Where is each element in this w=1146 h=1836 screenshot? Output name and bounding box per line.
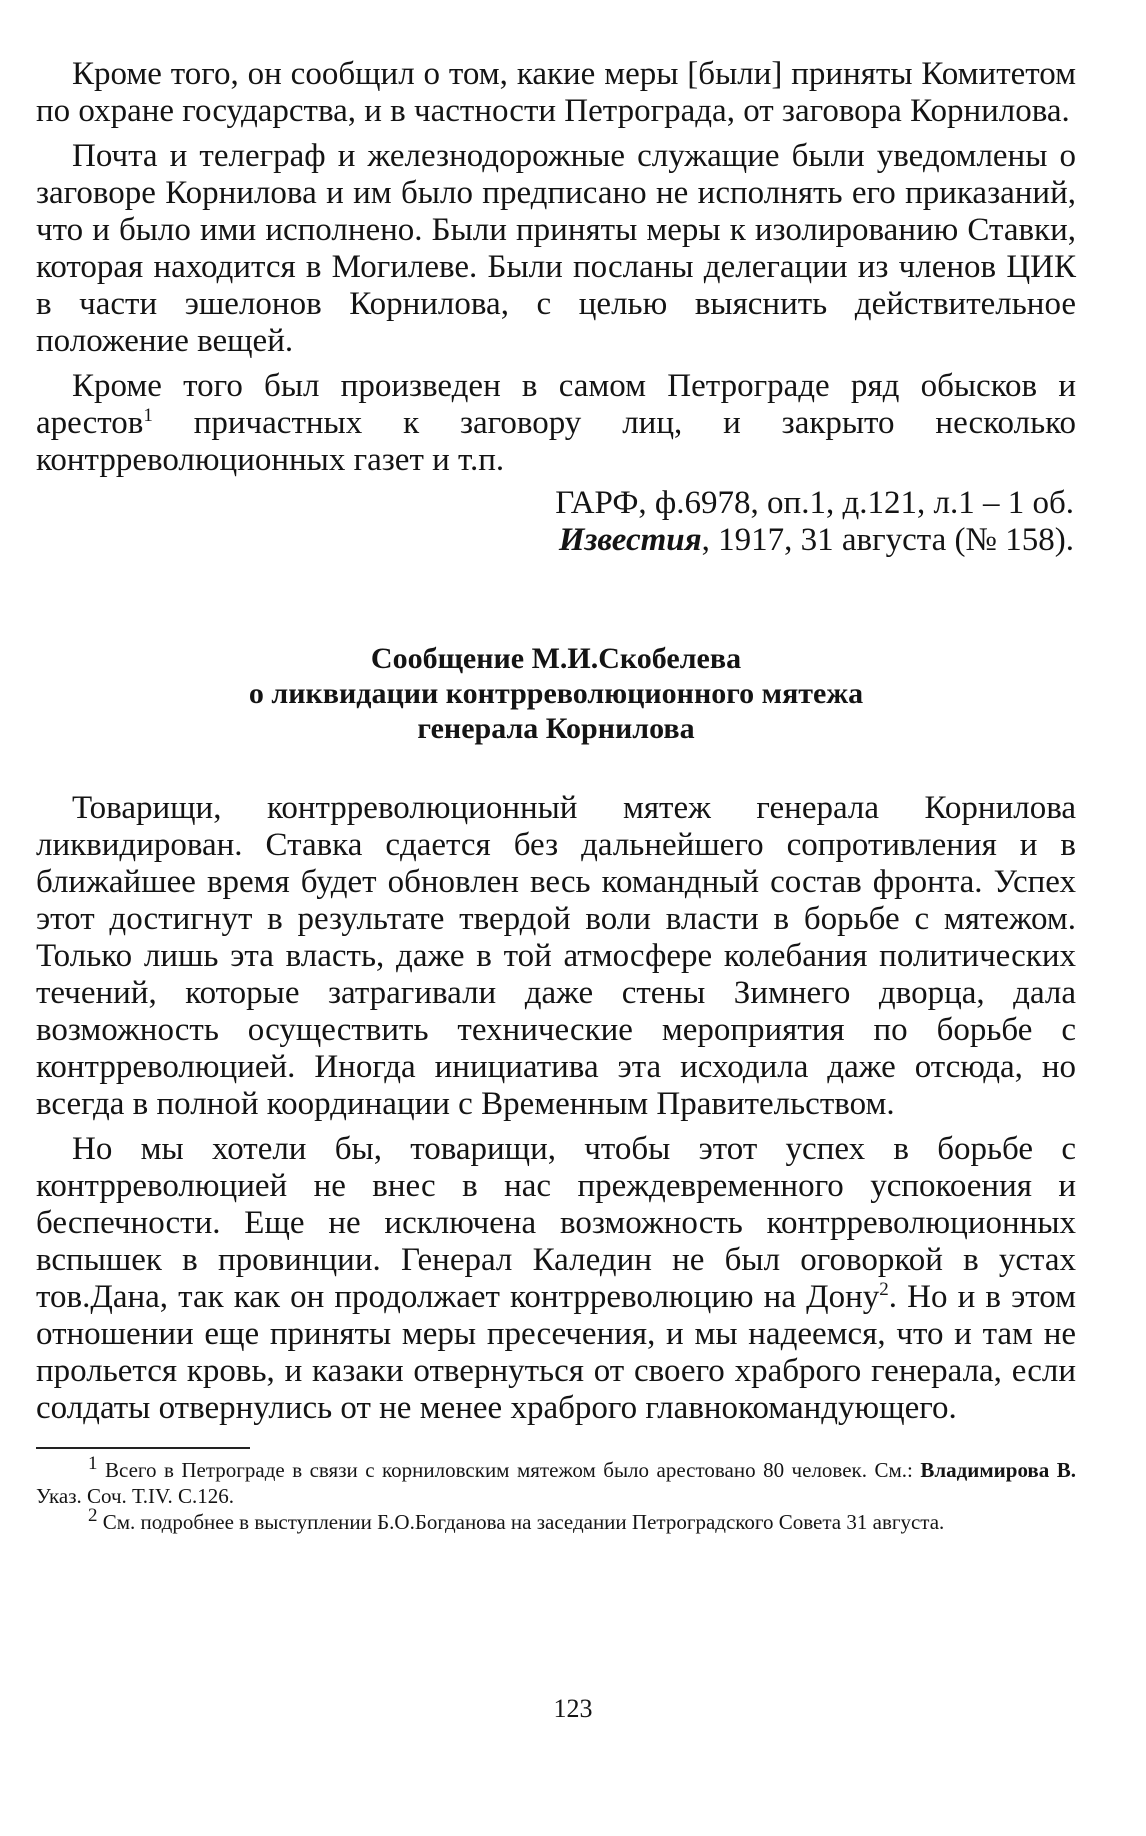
footnote-1-text-after: Указ. Соч. Т.IV. С.126. — [36, 1484, 234, 1508]
paragraph-committee-measures: Кроме того, он сообщил о том, какие меры [были] приняты Комитетом по охране государства, и в частности Петрограда, от заговора Корнилова. — [36, 56, 1076, 129]
page-number: 123 — [553, 1694, 593, 1723]
paragraph-arrests — [36, 368, 1076, 479]
document-title — [36, 641, 1076, 746]
footnote-ref-1: 1 — [143, 405, 153, 426]
document-page — [36, 56, 1076, 1535]
paragraph-telegraph-railway: Почта и телеграф и железнодорожные служащие были уведомлены о заговоре Корнилова и им было предписано не исполнять его приказаний, что и было ими исполнено. Были приняты меры к изолированию Ставки, которая находится в Могилеве. Были посланы делегации из членов ЦИК в части эшелонов Корнилова, с целью выяснить действительное положение вещей. — [36, 138, 1076, 359]
footnote-2 — [36, 1505, 1076, 1535]
publication-details: , 1917, 31 августа (№ 158). — [701, 522, 1074, 558]
footnote-2-mark: 2 — [88, 1505, 98, 1526]
footnote-ref-2: 2 — [879, 1279, 889, 1300]
document-title-line-1: Сообщение М.И.Скобелева — [370, 642, 742, 675]
document-title-line-3: генерала Корнилова — [417, 712, 695, 745]
paragraph-speech-warning-after: . Но и в этом отношении еще приняты меры пресечения, и мы надеемся, что и там не прольется кровь, и казаки отвернуться от своего храброго генерала, если солдаты отвернулись от не менее храброго главнокомандующего. — [36, 1279, 1076, 1426]
footnote-1 — [36, 1453, 1076, 1509]
source-citation — [36, 485, 1076, 559]
footnote-1-mark: 1 — [88, 1453, 98, 1474]
document-title-line-2: о ликвидации контрреволюционного мятежа — [248, 677, 864, 710]
footnote-1-text-before: Всего в Петрограде в связи с корниловским мятежом было арестовано 80 человек. См.: — [97, 1458, 921, 1482]
footnote-1-author: Владимирова В. — [920, 1458, 1076, 1482]
footnote-divider — [36, 1447, 250, 1449]
paragraph-arrests-before: Кроме того был произведен в самом Петрограде ряд обысков и арестов — [36, 368, 1076, 441]
footnote-2-text: См. подробнее в выступлении Б.О.Богданова на заседании Петроградского Совета 31 августа. — [97, 1510, 945, 1534]
paragraph-speech-warning-before: Но мы хотели бы, товарищи, чтобы этот успех в борьбе с контрреволюцией не внес в нас преждевременного успокоения и беспечности. Еще не исключена возможность контрреволюционных вспышек в провинции. Генерал Каледин не был оговоркой в устах тов.Дана, так как он продолжает контрреволюцию на Дону — [36, 1131, 1076, 1315]
paragraph-arrests-after: причастных к заговору лиц, и закрыто несколько контрреволюционных газет и т.п. — [36, 405, 1076, 478]
publication-name: Известия — [558, 522, 702, 558]
archive-reference: ГАРФ, ф.6978, оп.1, д.121, л.1 – 1 об. — [555, 485, 1074, 521]
paragraph-speech-warning — [36, 1131, 1076, 1427]
publication-reference — [36, 522, 1074, 559]
paragraph-speech-mutiny-liquidated: Товарищи, контрреволюционный мятеж генерала Корнилова ликвидирован. Ставка сдается без дальнейшего сопротивления и в ближайшее время будет обновлен весь командный состав фронта. Успех этот достигнут в результате твердой воли власти в борьбе с мятежом. Только лишь эта власть, даже в той атмосфере колебания политических течений, которые затрагивали даже стены Зимнего дворца, дала возможность осуществить технические мероприятия по борьбе с контрреволюцией. Иногда инициатива эта исходила даже отсюда, но всегда в полной координации с Временным Правительством. — [36, 790, 1076, 1122]
